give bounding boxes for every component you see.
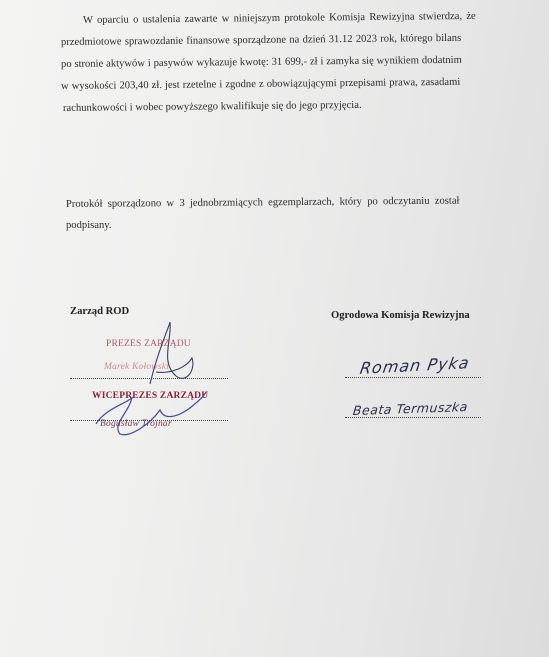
audit-signature-2: Beata Termuszka xyxy=(352,398,469,419)
paragraph-line: W oparciu o ustalenia zawarte w niniejszym protokole Komisja Rewizyjna stwierdza, że xyxy=(82,10,476,26)
stamp-vice-president-title: WICEPREZES ZARZĄDU xyxy=(92,391,209,401)
paragraph-line: w wysokości 203,40 zł. jest rzetelne i zgodne z obowiązującymi przepisami prawa, zasadami xyxy=(60,76,461,92)
audit-signature-1: Roman Pyka xyxy=(358,353,472,378)
paragraph-line: podpisany. xyxy=(66,220,112,231)
stamp-president-name: Marek Kołowski xyxy=(104,362,169,372)
paragraph-line: rachunkowości i wobec powyższego kwalifikuje się do jego przyjęcia. xyxy=(62,99,362,114)
stamp-president-title: PREZES ZARZĄDU xyxy=(106,339,191,349)
paragraph-line: po stronie aktywów i pasywów wykazuje kwotę: 31 699,- zł i zamyka się wynikiem dodatnim xyxy=(60,54,462,70)
paragraph-line: przedmiotowe sprawozdanie finansowe sporządzone na dzień 31.12 2023 rok, którego bilans xyxy=(60,32,462,48)
stamp-vice-president-name: Bogusław Trojnar xyxy=(100,419,172,429)
paragraph-line: Protokół sporządzono w 3 jednobrzmiących egzemplarzach, który po odczytaniu został xyxy=(65,195,460,210)
audit-committee-heading: Ogrodowa Komisja Rewizyjna xyxy=(331,310,470,321)
board-heading: Zarząd ROD xyxy=(70,306,130,317)
